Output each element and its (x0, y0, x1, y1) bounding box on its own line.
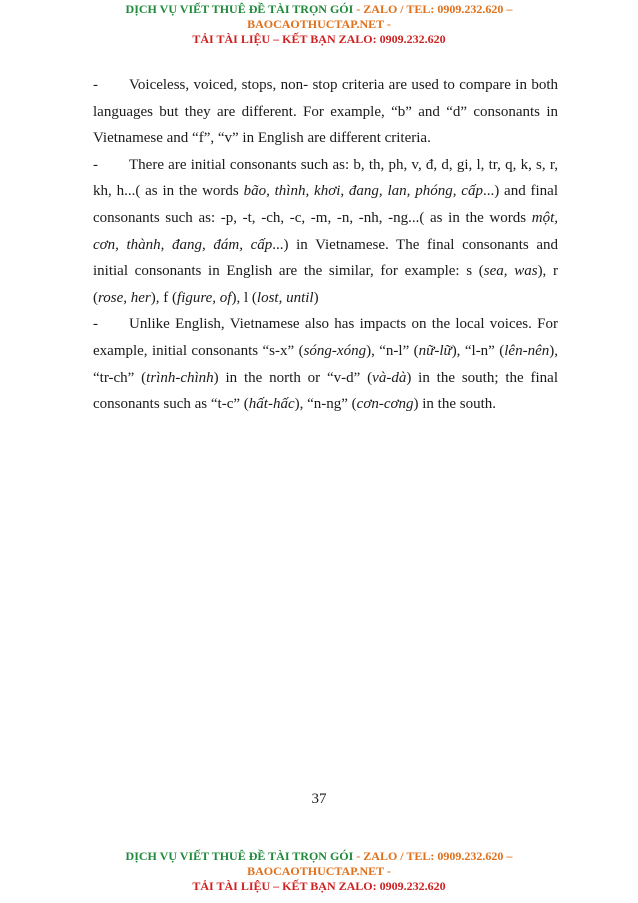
footer-banner-line-3: TẢI TÀI LIỆU – KẾT BẠN ZALO: 0909.232.620 (192, 879, 446, 893)
paragraph-1: - Voiceless, voiced, stops, non- stop criteria are used to compare in both languages but they are different. For example, “b” and “d” consonants in Vietnamese and “f”, “v” in English are different criteria. (93, 77, 558, 147)
footer-banner-line-2: BAOCAOTHUCTAP.NET - (247, 864, 391, 878)
footer-banner-line-1: DỊCH VỤ VIẾT THUÊ ĐỀ TÀI TRỌN GÓI - ZALO / TEL: 0909.232.620 – (125, 849, 513, 863)
banner-line-1: DỊCH VỤ VIẾT THUÊ ĐỀ TÀI TRỌN GÓI - ZALO / TEL: 0909.232.620 – (125, 2, 513, 16)
paragraph-3: - Unlike English, Vietnamese also has impacts on the local voices. For example, initial consonants “s-x” (sóng-xóng), “n-l” (nữ-lữ), “l-n” (lên-nên), “tr-ch” (trình-chình) in the north or “v-d” (và-dà) in the south; the final consonants such as “t-c” (hất-hấc), “n-ng” (cơn-cơng) in the south. (93, 316, 559, 413)
page-number: 37 (311, 791, 327, 807)
paragraph-2: - There are initial consonants such as: b, th, ph, v, đ, d, gi, l, tr, q, k, s, r, kh, h...( as in the words bão, thình, khơi, đang, lan, phóng, cấp...) and final consonants such as: -p, -t, -ch, -c, -m, -n, -nh, -ng...( as in the words một, cơn, thành, đang, đám, cấp...) in Vietnamese. The final consonants and initial consonants in English are the similar, for example: s (sea, was), r (rose, her), f (figure, of), l (lost, until) (93, 156, 558, 306)
banner-line-2: BAOCAOTHUCTAP.NET - (247, 17, 391, 31)
banner-line-3: TẢI TÀI LIỆU – KẾT BẠN ZALO: 0909.232.620 (192, 32, 446, 46)
page-body (93, 72, 558, 418)
header-banner (0, 2, 638, 47)
footer-banner (0, 849, 638, 894)
